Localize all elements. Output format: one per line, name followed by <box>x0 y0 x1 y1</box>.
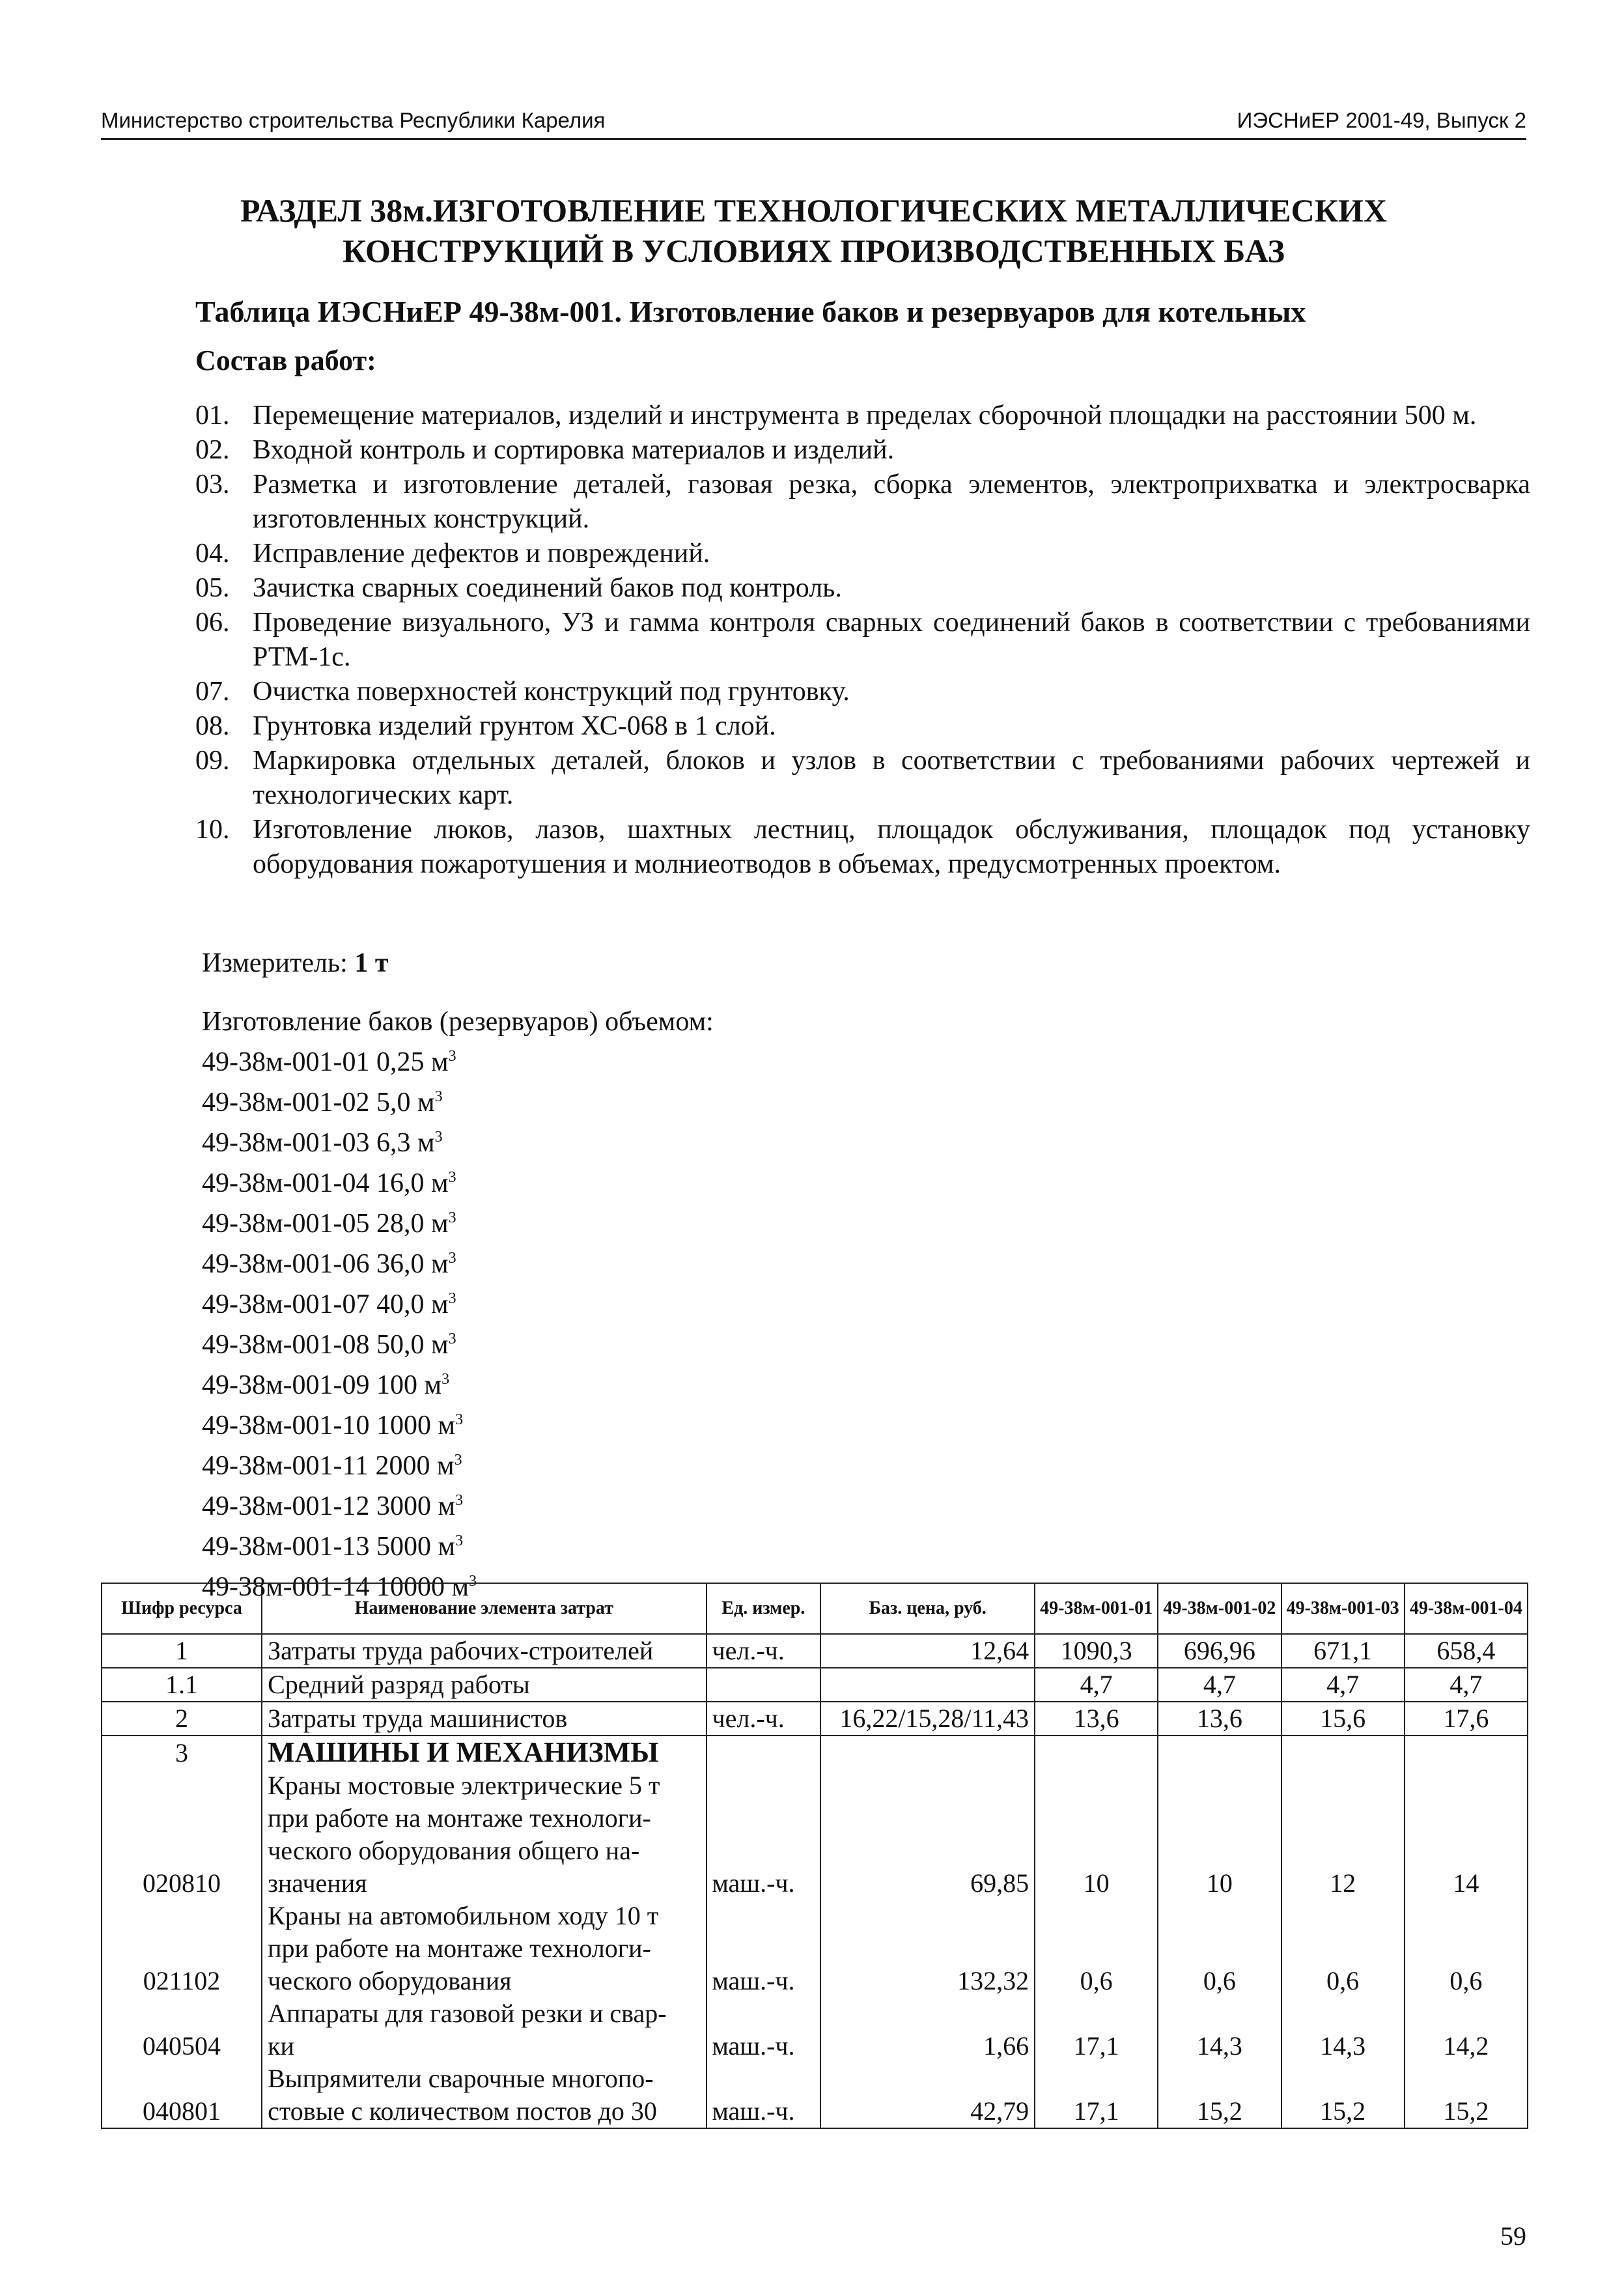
table-row <box>102 1867 1528 1900</box>
volume-code: 49-38м-001-09 <box>202 1370 370 1400</box>
table-row <box>102 1634 1528 1668</box>
norm-value-cell: 15,2 <box>1158 2095 1281 2128</box>
table-header-row <box>102 1583 1528 1634</box>
norm-value-cell: 0,6 <box>1158 1965 1281 1997</box>
volume-item <box>202 1282 477 1322</box>
resource-code-cell: 021102 <box>102 1965 262 1997</box>
norm-value-cell: 0,6 <box>1035 1965 1158 1997</box>
norm-value-cell <box>1158 1932 1281 1965</box>
norm-value-cell <box>1035 2062 1158 2095</box>
measure-unit <box>202 948 388 979</box>
base-price-cell <box>820 1802 1035 1835</box>
norm-value-cell: 696,96 <box>1158 1634 1281 1668</box>
volume-value: 100 м <box>376 1370 442 1400</box>
section-heading-text: МАШИНЫ И МЕХАНИЗМЫ <box>268 1736 659 1768</box>
norm-value-cell: 12 <box>1281 1867 1405 1900</box>
volumes-list <box>202 1039 477 1605</box>
work-number: 03. <box>195 470 230 500</box>
work-text: Маркировка отдельных деталей, блоков и узлов в соответствии с требованиями рабочих чертежей и технологических карт. <box>253 746 1530 810</box>
norm-value-cell: 10 <box>1035 1867 1158 1900</box>
cost-element-name-cell <box>262 1736 706 1769</box>
norm-value-cell: 13,6 <box>1158 1702 1281 1736</box>
resource-code-cell: 1.1 <box>102 1668 262 1702</box>
resource-code-cell: 3 <box>102 1736 262 1769</box>
norm-value-cell <box>1405 1997 1528 2030</box>
unit-cell <box>707 1769 821 1802</box>
norm-value-cell: 14,3 <box>1158 2030 1281 2062</box>
norm-value-cell: 4,7 <box>1405 1668 1528 1702</box>
volume-item <box>202 1322 477 1362</box>
volume-item <box>202 1524 477 1564</box>
page-number: 59 <box>1500 2221 1526 2251</box>
volume-value: 28,0 м <box>376 1209 449 1239</box>
volume-unit-exponent: 3 <box>455 1411 464 1428</box>
base-price-cell: 16,22/15,28/11,43 <box>820 1702 1035 1736</box>
volume-code: 49-38м-001-01 <box>202 1047 370 1077</box>
cost-element-name-cell: Краны мостовые электрические 5 т <box>262 1769 706 1802</box>
volume-unit-exponent: 3 <box>448 1290 456 1307</box>
work-item <box>195 571 1530 606</box>
unit-cell <box>707 1668 821 1702</box>
volume-item <box>202 1080 477 1120</box>
volume-unit-exponent: 3 <box>448 1330 456 1347</box>
base-price-cell <box>820 1668 1035 1702</box>
volume-value: 50,0 м <box>376 1330 449 1360</box>
column-header: Наименование элемента затрат <box>262 1583 706 1634</box>
norm-value-cell: 15,2 <box>1405 2095 1528 2128</box>
work-number: 07. <box>195 677 230 707</box>
volume-code: 49-38м-001-08 <box>202 1330 370 1360</box>
column-header: Шифр ресурса <box>102 1583 262 1634</box>
norm-value-cell <box>1158 1736 1281 1769</box>
unit-cell: чел.-ч. <box>707 1634 821 1668</box>
cost-element-name-cell: Выпрямители сварочные многопо- <box>262 2062 706 2095</box>
unit-cell <box>707 1997 821 2030</box>
cost-element-name-cell: Затраты труда рабочих-строителей <box>262 1634 706 1668</box>
volume-unit-exponent: 3 <box>455 1532 464 1549</box>
unit-cell <box>707 1802 821 1835</box>
work-item <box>195 537 1530 571</box>
resource-code-cell <box>102 1835 262 1867</box>
volume-value: 2000 м <box>375 1451 455 1481</box>
volume-item <box>202 1403 477 1443</box>
norm-value-cell: 15,2 <box>1281 2095 1405 2128</box>
unit-cell: маш.-ч. <box>707 1965 821 1997</box>
norm-value-cell: 17,1 <box>1035 2030 1158 2062</box>
work-item <box>195 606 1530 675</box>
norm-value-cell <box>1035 1802 1158 1835</box>
table-title: Таблица ИЭСНиЕР 49-38м-001. Изготовление баков и резервуаров для котельных <box>195 295 1306 328</box>
volume-code: 49-38м-001-10 <box>202 1411 370 1441</box>
norm-value-cell: 0,6 <box>1405 1965 1528 1997</box>
norm-value-cell <box>1035 1997 1158 2030</box>
column-header: Ед. измер. <box>707 1583 821 1634</box>
table-row <box>102 1900 1528 1932</box>
work-item <box>195 709 1530 744</box>
work-number: 06. <box>195 608 230 638</box>
volume-unit-exponent: 3 <box>448 1250 456 1267</box>
volume-value: 3000 м <box>376 1491 456 1521</box>
base-price-cell: 132,32 <box>820 1965 1035 1997</box>
resource-code-cell <box>102 1802 262 1835</box>
norm-value-cell: 14,2 <box>1405 2030 1528 2062</box>
volume-code: 49-38м-001-06 <box>202 1249 370 1279</box>
table-row <box>102 1802 1528 1835</box>
norm-value-cell <box>1158 1900 1281 1932</box>
norm-value-cell <box>1405 1769 1528 1802</box>
table-row <box>102 2062 1528 2095</box>
column-header: 49-38м-001-01 <box>1035 1583 1158 1634</box>
table-row <box>102 1702 1528 1736</box>
header-publisher: Министерство строительства Республики Карелия <box>101 108 606 132</box>
work-item <box>195 399 1530 433</box>
volume-code: 49-38м-001-05 <box>202 1209 370 1239</box>
norm-value-cell: 4,7 <box>1281 1668 1405 1702</box>
cost-element-name-cell: ческого оборудования общего на- <box>262 1835 706 1867</box>
volume-unit-exponent: 3 <box>441 1371 450 1388</box>
work-text: Разметка и изготовление деталей, газовая резка, сборка элементов, электроприхватка и электросварка изготовленных конструкций. <box>253 470 1530 534</box>
volume-unit-exponent: 3 <box>434 1129 443 1146</box>
work-item <box>195 433 1530 468</box>
volume-value: 40,0 м <box>376 1289 449 1319</box>
cost-element-name-cell: при работе на монтаже технологи- <box>262 1932 706 1965</box>
volume-item <box>202 1362 477 1403</box>
work-text: Грунтовка изделий грунтом ХС-068 в 1 слой. <box>253 711 776 741</box>
norm-value-cell <box>1281 1736 1405 1769</box>
norm-value-cell: 17,6 <box>1405 1702 1528 1736</box>
work-number: 05. <box>195 573 230 603</box>
volume-item <box>202 1201 477 1241</box>
cost-element-name-cell: Средний разряд работы <box>262 1668 706 1702</box>
volume-value: 0,25 м <box>376 1047 449 1077</box>
base-price-cell: 69,85 <box>820 1867 1035 1900</box>
norm-value-cell <box>1405 1932 1528 1965</box>
volume-value: 5000 м <box>376 1532 456 1562</box>
cost-element-name-cell: при работе на монтаже технологи- <box>262 1802 706 1835</box>
cost-element-name-cell: Аппараты для газовой резки и свар- <box>262 1997 706 2030</box>
volume-value: 16,0 м <box>376 1168 449 1198</box>
resource-code-cell <box>102 2062 262 2095</box>
norm-value-cell <box>1158 2062 1281 2095</box>
resource-code-cell <box>102 1932 262 1965</box>
base-price-cell: 12,64 <box>820 1634 1035 1668</box>
volume-value: 5,0 м <box>376 1088 435 1118</box>
work-text: Очистка поверхностей конструкций под грунтовку. <box>253 677 850 707</box>
norm-value-cell: 10 <box>1158 1867 1281 1900</box>
unit-cell <box>707 2062 821 2095</box>
norm-value-cell <box>1035 1736 1158 1769</box>
section-title-line: РАЗДЕЛ 38м.ИЗГОТОВЛЕНИЕ ТЕХНОЛОГИЧЕСКИХ МЕТАЛЛИЧЕСКИХ <box>240 192 1387 229</box>
base-price-cell <box>820 1736 1035 1769</box>
unit-cell: маш.-ч. <box>707 2095 821 2128</box>
volume-item <box>202 1039 477 1080</box>
resource-table <box>101 1583 1528 2129</box>
base-price-cell: 1,66 <box>820 2030 1035 2062</box>
volume-code: 49-38м-001-03 <box>202 1128 370 1158</box>
works-title: Состав работ: <box>195 345 376 376</box>
work-item <box>195 744 1530 813</box>
norm-value-cell <box>1281 1835 1405 1867</box>
base-price-cell <box>820 1769 1035 1802</box>
norm-value-cell <box>1158 1802 1281 1835</box>
base-price-cell <box>820 1900 1035 1932</box>
section-title-line: КОНСТРУКЦИЙ В УСЛОВИЯХ ПРОИЗВОДСТВЕННЫХ БАЗ <box>343 232 1285 269</box>
table-row <box>102 2030 1528 2062</box>
measure-unit-value: 1 т <box>354 948 389 978</box>
volume-code: 49-38м-001-12 <box>202 1491 370 1521</box>
norm-value-cell <box>1035 1932 1158 1965</box>
table-row <box>102 1769 1528 1802</box>
cost-element-name-cell: ки <box>262 2030 706 2062</box>
unit-cell <box>707 1900 821 1932</box>
norm-value-cell <box>1158 1835 1281 1867</box>
volume-unit-exponent: 3 <box>448 1169 456 1186</box>
table-row <box>102 1668 1528 1702</box>
works-list <box>195 399 1530 882</box>
work-number: 01. <box>195 401 230 430</box>
volume-code: 49-38м-001-07 <box>202 1289 370 1319</box>
work-number: 10. <box>195 815 230 845</box>
work-number: 09. <box>195 746 230 776</box>
resource-code-cell: 2 <box>102 1702 262 1736</box>
work-text: Входной контроль и сортировка материалов и изделий. <box>253 435 895 465</box>
norm-value-cell <box>1281 2062 1405 2095</box>
work-item <box>195 468 1530 537</box>
norm-value-cell <box>1158 1997 1281 2030</box>
work-text: Исправление дефектов и повреждений. <box>253 539 710 569</box>
norm-value-cell: 0,6 <box>1281 1965 1405 1997</box>
norm-value-cell: 1090,3 <box>1035 1634 1158 1668</box>
volume-unit-exponent: 3 <box>448 1209 456 1226</box>
norm-value-cell <box>1035 1835 1158 1867</box>
volume-code: 49-38м-001-04 <box>202 1168 370 1198</box>
base-price-cell: 42,79 <box>820 2095 1035 2128</box>
volume-unit-exponent: 3 <box>448 1048 456 1065</box>
volume-unit-exponent: 3 <box>454 1452 462 1469</box>
volume-value: 10000 м <box>376 1572 469 1602</box>
work-number: 02. <box>195 435 230 465</box>
unit-cell <box>707 1736 821 1769</box>
work-text: Проведение визуального, УЗ и гамма контроля сварных соединений баков в соответствии с требованиями РТМ-1с. <box>253 608 1530 672</box>
volume-code: 49-38м-001-11 <box>202 1451 369 1481</box>
cost-element-name-cell: ческого оборудования <box>262 1965 706 1997</box>
work-number: 08. <box>195 711 230 741</box>
norm-value-cell <box>1158 1769 1281 1802</box>
base-price-cell <box>820 1932 1035 1965</box>
volume-value: 6,3 м <box>376 1128 435 1158</box>
volume-code: 49-38м-001-02 <box>202 1088 370 1118</box>
volume-item <box>202 1443 477 1484</box>
norm-value-cell: 17,1 <box>1035 2095 1158 2128</box>
volume-unit-exponent: 3 <box>455 1492 464 1509</box>
running-header <box>101 98 1526 140</box>
norm-value-cell <box>1281 1997 1405 2030</box>
volume-code: 49-38м-001-14 <box>202 1572 370 1602</box>
resource-code-cell: 040801 <box>102 2095 262 2128</box>
norm-value-cell: 15,6 <box>1281 1702 1405 1736</box>
norm-value-cell <box>1281 1932 1405 1965</box>
base-price-cell <box>820 1997 1035 2030</box>
volume-unit-exponent: 3 <box>469 1573 477 1590</box>
volume-value: 1000 м <box>376 1411 456 1441</box>
section-title <box>101 190 1526 271</box>
table-row <box>102 1997 1528 2030</box>
cost-element-name-cell: значения <box>262 1867 706 1900</box>
norm-value-cell <box>1405 2062 1528 2095</box>
base-price-cell <box>820 2062 1035 2095</box>
resource-code-cell <box>102 1769 262 1802</box>
unit-cell: чел.-ч. <box>707 1702 821 1736</box>
volume-item <box>202 1120 477 1161</box>
work-item <box>195 813 1530 882</box>
measure-unit-label: Измеритель: <box>202 948 348 978</box>
norm-value-cell: 658,4 <box>1405 1634 1528 1668</box>
unit-cell: маш.-ч. <box>707 1867 821 1900</box>
volume-item <box>202 1241 477 1282</box>
resource-code-cell <box>102 1997 262 2030</box>
work-item <box>195 675 1530 709</box>
norm-value-cell <box>1035 1769 1158 1802</box>
norm-value-cell: 14,3 <box>1281 2030 1405 2062</box>
resource-code-cell <box>102 1900 262 1932</box>
cost-element-name-cell: Затраты труда машинистов <box>262 1702 706 1736</box>
unit-cell <box>707 1835 821 1867</box>
volume-unit-exponent: 3 <box>434 1088 443 1105</box>
volume-item <box>202 1484 477 1524</box>
norm-value-cell: 671,1 <box>1281 1634 1405 1668</box>
resource-code-cell: 1 <box>102 1634 262 1668</box>
cost-element-name-cell: стовые с количеством постов до 30 <box>262 2095 706 2128</box>
column-header: 49-38м-001-03 <box>1281 1583 1405 1634</box>
norm-value-cell: 13,6 <box>1035 1702 1158 1736</box>
table-row <box>102 2095 1528 2128</box>
table-row <box>102 1835 1528 1867</box>
base-price-cell <box>820 1835 1035 1867</box>
norm-value-cell <box>1405 1736 1528 1769</box>
volume-value: 36,0 м <box>376 1249 449 1279</box>
norm-value-cell: 4,7 <box>1035 1668 1158 1702</box>
table-row <box>102 1932 1528 1965</box>
work-text: Перемещение материалов, изделий и инструмента в пределах сборочной площадки на расстоянии 500 м. <box>253 401 1477 430</box>
norm-value-cell <box>1405 1900 1528 1932</box>
table-row <box>102 1965 1528 1997</box>
norm-value-cell <box>1281 1900 1405 1932</box>
norm-value-cell: 14 <box>1405 1867 1528 1900</box>
unit-cell <box>707 1932 821 1965</box>
volume-code: 49-38м-001-13 <box>202 1532 370 1562</box>
resource-code-cell: 040504 <box>102 2030 262 2062</box>
column-header: Баз. цена, руб. <box>820 1583 1035 1634</box>
header-document-code: ИЭСНиЕР 2001-49, Выпуск 2 <box>1237 108 1526 132</box>
unit-cell: маш.-ч. <box>707 2030 821 2062</box>
norm-value-cell <box>1405 1802 1528 1835</box>
column-header: 49-38м-001-04 <box>1405 1583 1528 1634</box>
cost-element-name-cell: Краны на автомобильном ходу 10 т <box>262 1900 706 1932</box>
norm-value-cell <box>1281 1802 1405 1835</box>
volume-item <box>202 1161 477 1201</box>
norm-value-cell <box>1035 1900 1158 1932</box>
work-number: 04. <box>195 539 230 569</box>
norm-value-cell: 4,7 <box>1158 1668 1281 1702</box>
table-row <box>102 1736 1528 1769</box>
volumes-intro: Изготовление баков (резервуаров) объемом: <box>202 1007 714 1037</box>
resource-code-cell: 020810 <box>102 1867 262 1900</box>
norm-value-cell <box>1405 1835 1528 1867</box>
work-text: Зачистка сварных соединений баков под контроль. <box>253 573 842 603</box>
column-header: 49-38м-001-02 <box>1158 1583 1281 1634</box>
work-text: Изготовление люков, лазов, шахтных лестниц, площадок обслуживания, площадок под установку оборудования пожаротушения и молниеотводов в объемах, предусмотренных проектом. <box>253 815 1530 879</box>
norm-value-cell <box>1281 1769 1405 1802</box>
